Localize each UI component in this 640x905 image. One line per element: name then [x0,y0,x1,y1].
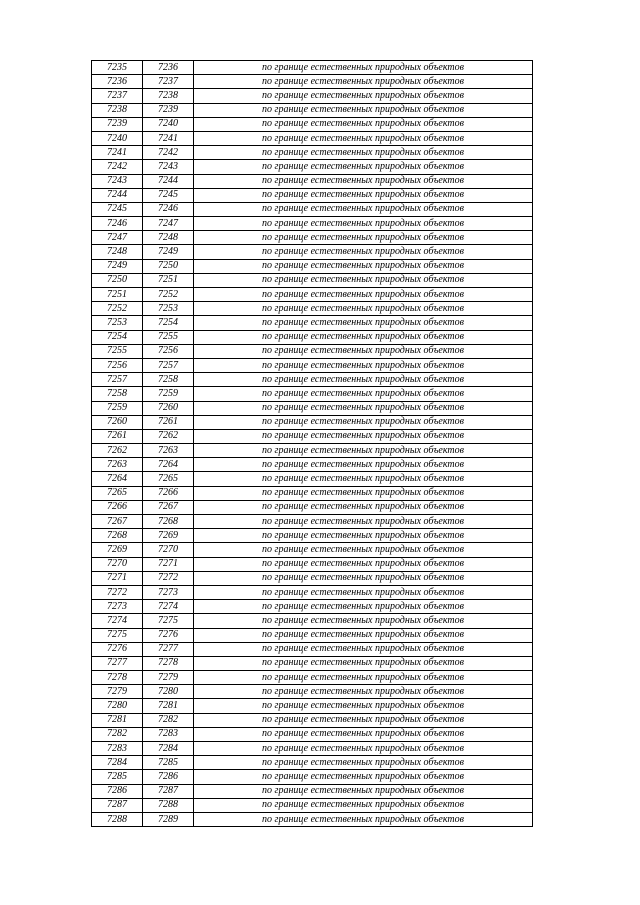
point-from-cell: 7253 [92,316,143,330]
boundary-description-cell: по границе естественных природных объектов [194,770,533,784]
point-from-cell: 7262 [92,444,143,458]
point-to-cell: 7267 [143,500,194,514]
boundary-description-cell: по границе естественных природных объектов [194,429,533,443]
point-from-cell: 7280 [92,699,143,713]
point-from-cell: 7261 [92,429,143,443]
point-from-cell: 7247 [92,231,143,245]
boundary-description-cell: по границе естественных природных объектов [194,458,533,472]
table-row [92,557,533,571]
table-row [92,458,533,472]
table-row [92,812,533,826]
table-row [92,543,533,557]
point-from-cell: 7276 [92,642,143,656]
table-row [92,358,533,372]
point-from-cell: 7235 [92,61,143,75]
point-from-cell: 7278 [92,671,143,685]
table-row [92,798,533,812]
boundary-description-cell: по границе естественных природных объектов [194,259,533,273]
point-to-cell: 7268 [143,515,194,529]
table-row [92,61,533,75]
point-from-cell: 7284 [92,756,143,770]
point-to-cell: 7269 [143,529,194,543]
boundary-description-cell: по границе естественных природных объектов [194,89,533,103]
table-row [92,401,533,415]
boundary-description-cell: по границе естественных природных объектов [194,174,533,188]
point-from-cell: 7246 [92,217,143,231]
table-row [92,756,533,770]
point-from-cell: 7243 [92,174,143,188]
table-row [92,656,533,670]
boundary-description-cell: по границе естественных природных объектов [194,600,533,614]
point-from-cell: 7288 [92,812,143,826]
table-row [92,245,533,259]
table-row [92,784,533,798]
point-from-cell: 7238 [92,103,143,117]
point-to-cell: 7244 [143,174,194,188]
point-to-cell: 7254 [143,316,194,330]
boundary-description-cell: по границе естественных природных объектов [194,585,533,599]
table-row [92,671,533,685]
boundary-description-cell: по границе естественных природных объектов [194,656,533,670]
point-to-cell: 7284 [143,742,194,756]
point-from-cell: 7239 [92,117,143,131]
table-row [92,373,533,387]
point-to-cell: 7276 [143,628,194,642]
point-to-cell: 7270 [143,543,194,557]
table-row [92,585,533,599]
point-to-cell: 7257 [143,358,194,372]
boundary-description-cell: по границе естественных природных объектов [194,500,533,514]
boundary-description-cell: по границе естественных природных объектов [194,614,533,628]
point-to-cell: 7259 [143,387,194,401]
point-to-cell: 7247 [143,217,194,231]
table-row [92,472,533,486]
boundary-description-cell: по границе естественных природных объектов [194,444,533,458]
point-to-cell: 7265 [143,472,194,486]
boundary-description-cell: по границе естественных природных объектов [194,557,533,571]
table-row [92,600,533,614]
point-from-cell: 7250 [92,273,143,287]
boundary-description-cell: по границе естественных природных объектов [194,472,533,486]
point-from-cell: 7244 [92,188,143,202]
table-row [92,486,533,500]
boundary-description-cell: по границе естественных природных объектов [194,344,533,358]
point-to-cell: 7237 [143,75,194,89]
boundary-description-cell: по границе естественных природных объектов [194,316,533,330]
point-from-cell: 7270 [92,557,143,571]
boundary-description-cell: по границе естественных природных объектов [194,401,533,415]
point-from-cell: 7254 [92,330,143,344]
point-from-cell: 7240 [92,131,143,145]
point-from-cell: 7263 [92,458,143,472]
point-to-cell: 7243 [143,160,194,174]
table-row [92,529,533,543]
table-row [92,273,533,287]
table-row [92,642,533,656]
table-row [92,614,533,628]
point-to-cell: 7282 [143,713,194,727]
point-from-cell: 7269 [92,543,143,557]
table-row [92,742,533,756]
table-row [92,131,533,145]
point-to-cell: 7266 [143,486,194,500]
boundary-description-cell: по границе естественных природных объектов [194,61,533,75]
point-to-cell: 7285 [143,756,194,770]
point-from-cell: 7267 [92,515,143,529]
point-to-cell: 7252 [143,288,194,302]
point-to-cell: 7280 [143,685,194,699]
table-row [92,387,533,401]
point-from-cell: 7272 [92,585,143,599]
point-from-cell: 7285 [92,770,143,784]
boundary-description-cell: по границе естественных природных объектов [194,202,533,216]
point-to-cell: 7262 [143,429,194,443]
boundary-description-cell: по границе естественных природных объектов [194,75,533,89]
table-row [92,146,533,160]
table-row [92,415,533,429]
point-to-cell: 7238 [143,89,194,103]
boundary-description-cell: по границе естественных природных объектов [194,131,533,145]
point-from-cell: 7266 [92,500,143,514]
point-from-cell: 7279 [92,685,143,699]
table-row [92,174,533,188]
point-from-cell: 7236 [92,75,143,89]
point-from-cell: 7245 [92,202,143,216]
point-from-cell: 7283 [92,742,143,756]
point-to-cell: 7279 [143,671,194,685]
point-from-cell: 7268 [92,529,143,543]
point-to-cell: 7256 [143,344,194,358]
boundary-table [91,60,533,827]
boundary-description-cell: по границе естественных природных объектов [194,713,533,727]
boundary-description-cell: по границе естественных природных объектов [194,529,533,543]
boundary-description-cell: по границе естественных природных объектов [194,571,533,585]
boundary-description-cell: по границе естественных природных объектов [194,727,533,741]
point-to-cell: 7241 [143,131,194,145]
point-from-cell: 7277 [92,656,143,670]
table-row [92,770,533,784]
point-to-cell: 7274 [143,600,194,614]
point-from-cell: 7258 [92,387,143,401]
point-to-cell: 7245 [143,188,194,202]
point-to-cell: 7246 [143,202,194,216]
boundary-description-cell: по границе естественных природных объектов [194,784,533,798]
table-row [92,288,533,302]
boundary-description-cell: по границе естественных природных объектов [194,373,533,387]
point-to-cell: 7264 [143,458,194,472]
boundary-description-cell: по границе естественных природных объектов [194,798,533,812]
point-to-cell: 7286 [143,770,194,784]
point-from-cell: 7249 [92,259,143,273]
boundary-description-cell: по границе естественных природных объектов [194,160,533,174]
point-from-cell: 7287 [92,798,143,812]
boundary-description-cell: по границе естественных природных объектов [194,245,533,259]
boundary-description-cell: по границе естественных природных объектов [194,628,533,642]
point-to-cell: 7271 [143,557,194,571]
point-from-cell: 7241 [92,146,143,160]
point-to-cell: 7273 [143,585,194,599]
table-row [92,500,533,514]
table-row [92,429,533,443]
table-row [92,89,533,103]
point-from-cell: 7251 [92,288,143,302]
point-to-cell: 7258 [143,373,194,387]
point-to-cell: 7263 [143,444,194,458]
boundary-description-cell: по границе естественных природных объектов [194,273,533,287]
table-row [92,628,533,642]
point-from-cell: 7274 [92,614,143,628]
point-to-cell: 7248 [143,231,194,245]
point-to-cell: 7242 [143,146,194,160]
table-row [92,571,533,585]
table-row [92,302,533,316]
boundary-description-cell: по границе естественных природных объектов [194,756,533,770]
table-row [92,344,533,358]
point-from-cell: 7237 [92,89,143,103]
boundary-description-cell: по границе естественных природных объектов [194,358,533,372]
point-from-cell: 7242 [92,160,143,174]
point-from-cell: 7275 [92,628,143,642]
point-to-cell: 7249 [143,245,194,259]
table-body [92,61,533,827]
boundary-description-cell: по границе естественных природных объектов [194,642,533,656]
point-to-cell: 7236 [143,61,194,75]
boundary-description-cell: по границе естественных природных объектов [194,231,533,245]
boundary-description-cell: по границе естественных природных объектов [194,812,533,826]
table-row [92,160,533,174]
boundary-description-cell: по границе естественных природных объектов [194,330,533,344]
point-from-cell: 7259 [92,401,143,415]
boundary-description-cell: по границе естественных природных объектов [194,671,533,685]
boundary-description-cell: по границе естественных природных объектов [194,188,533,202]
boundary-description-cell: по границе естественных природных объектов [194,103,533,117]
point-from-cell: 7273 [92,600,143,614]
point-from-cell: 7265 [92,486,143,500]
table-row [92,259,533,273]
point-to-cell: 7277 [143,642,194,656]
point-from-cell: 7260 [92,415,143,429]
boundary-description-cell: по границе естественных природных объектов [194,146,533,160]
boundary-description-cell: по границе естественных природных объектов [194,742,533,756]
table-row [92,231,533,245]
point-from-cell: 7248 [92,245,143,259]
table-row [92,316,533,330]
point-from-cell: 7257 [92,373,143,387]
boundary-description-cell: по границе естественных природных объектов [194,486,533,500]
point-from-cell: 7271 [92,571,143,585]
point-from-cell: 7252 [92,302,143,316]
point-to-cell: 7275 [143,614,194,628]
point-to-cell: 7283 [143,727,194,741]
point-to-cell: 7260 [143,401,194,415]
point-from-cell: 7286 [92,784,143,798]
table-row [92,330,533,344]
point-to-cell: 7287 [143,784,194,798]
boundary-description-cell: по границе естественных природных объектов [194,699,533,713]
point-from-cell: 7281 [92,713,143,727]
boundary-description-cell: по границе естественных природных объектов [194,217,533,231]
point-from-cell: 7282 [92,727,143,741]
boundary-description-cell: по границе естественных природных объектов [194,685,533,699]
point-to-cell: 7288 [143,798,194,812]
boundary-description-cell: по границе естественных природных объектов [194,415,533,429]
point-to-cell: 7253 [143,302,194,316]
boundary-description-cell: по границе естественных природных объектов [194,288,533,302]
boundary-description-cell: по границе естественных природных объектов [194,387,533,401]
point-to-cell: 7251 [143,273,194,287]
table-row [92,75,533,89]
table-row [92,217,533,231]
point-to-cell: 7278 [143,656,194,670]
point-to-cell: 7281 [143,699,194,713]
point-to-cell: 7261 [143,415,194,429]
point-to-cell: 7255 [143,330,194,344]
point-to-cell: 7239 [143,103,194,117]
point-to-cell: 7240 [143,117,194,131]
table-row [92,103,533,117]
point-to-cell: 7272 [143,571,194,585]
point-to-cell: 7289 [143,812,194,826]
table-row [92,699,533,713]
table-row [92,188,533,202]
table-row [92,117,533,131]
point-to-cell: 7250 [143,259,194,273]
boundary-description-cell: по границе естественных природных объектов [194,302,533,316]
boundary-description-cell: по границе естественных природных объектов [194,515,533,529]
table-row [92,727,533,741]
table-row [92,515,533,529]
table-row [92,202,533,216]
point-from-cell: 7256 [92,358,143,372]
table-row [92,444,533,458]
point-from-cell: 7255 [92,344,143,358]
boundary-description-cell: по границе естественных природных объектов [194,543,533,557]
point-from-cell: 7264 [92,472,143,486]
table-row [92,713,533,727]
table-row [92,685,533,699]
boundary-description-cell: по границе естественных природных объектов [194,117,533,131]
